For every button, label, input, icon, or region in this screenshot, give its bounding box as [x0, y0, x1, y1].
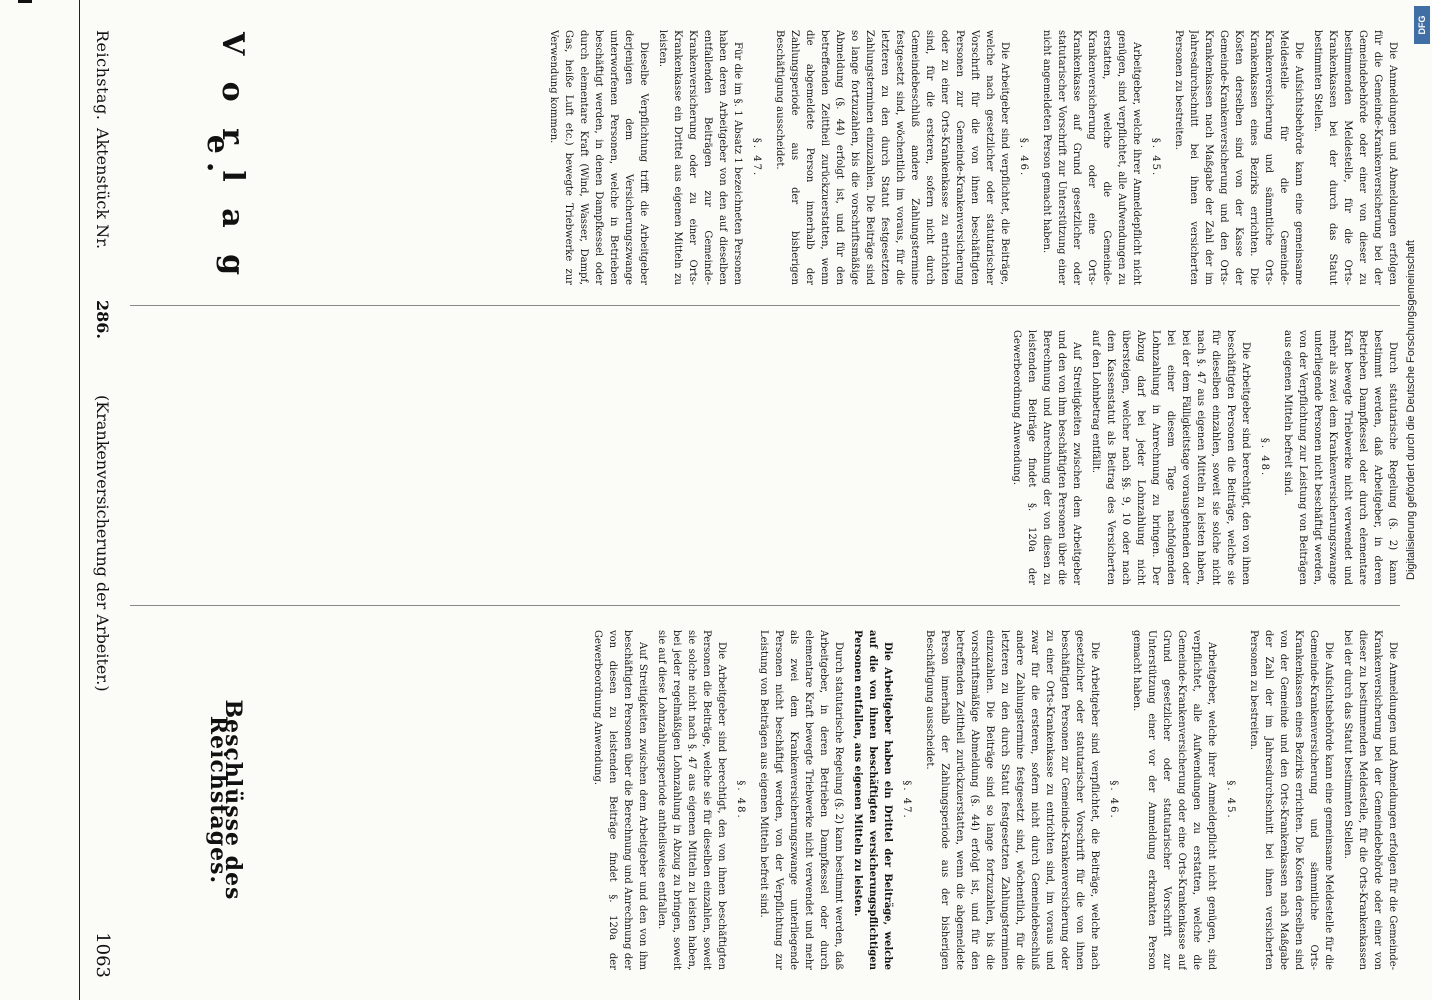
column-divider [130, 305, 1400, 306]
vorlage-section-46: §. 46. [1018, 137, 1029, 178]
vorlage-column-1 [120, 30, 1400, 285]
beschluesse-section-45: §. 45. [1225, 780, 1236, 820]
beschluesse-paragraph: Die Arbeitgeber haben ein Drittel der Beiträge, welche auf die von ihnen beschäftigten versicherungspflichtigen Personen entfallen, aus eigenen Mitteln zu leisten. [852, 630, 893, 970]
beschluesse-column [120, 630, 1400, 970]
vorlage-paragraph: Die Arbeitgeber sind berechtigt, den von ihnen beschäftigten Personen die Beiträge, welche sie für dieselben einzahlen, soweit sie solche nicht nach §. 47 aus eigenen Mitteln zu leisten haben, bei der dem Fälligkeitstage vorausgehenden oder bei einer diesem Tage nachfolgenden Lohnzahlung in Anrechnung zu bringen. Der Abzug darf bei jeder Lohnzahlung nicht übersteigen, welcher nach §§. 9, 10 oder nach dem Kassenstatut als Beitrag des Versicherten auf den Lohnbetrag entfällt. [1090, 330, 1251, 585]
vorlage-section-45: §. 45. [1150, 137, 1161, 178]
beschluesse-paragraph: Die Aufsichtsbehörde kann eine gemeinsame Meldestelle für die Gemeinde-Krankenversicherung und sämmtliche Orts-Krankenkassen eines Bezirks errichten. Die Kosten derselben sind von der Gemeinde und den Orts-Krankenkassen nach Maßgabe der Zahl der im Jahresdurchschnitt bei ihnen versicherten Personen zu bestreiten. [1248, 630, 1334, 970]
vorlage-paragraph: Durch statutarische Regelung (§. 2) kann bestimmt werden, daß Arbeitgeber, in deren Betrieben Dampfkessel oder durch elementare Kraft bewegte Triebwerke nicht verwendet und mehr als zwei dem Krankenversicherungszwange unterliegende Personen nicht beschäftigt werden, von der Verpflichtung zur Leistung von Beiträgen aus eigenen Mitteln befreit sind. [1282, 330, 1398, 585]
beschluesse-paragraph: Die Arbeitgeber sind berechtigt, den von ihnen beschäftigten Personen die Beiträge, welche sie für dieselben einzahlen, soweit sie solche nicht nach §. 47 aus eigenen Mitteln zu leisten haben, bei jeder regelmäßigen Lohnzahlung in Abzug zu bringen, soweit sie auf diese Lohnzahlungsperiode antheilsweise entfallen. [656, 630, 727, 970]
beschluesse-title: Beschlüsse des Reichstages. [205, 699, 246, 901]
beschluesse-paragraph: Durch statutarische Regelung (§. 2) kann bestimmt werden, daß Arbeitgeber, in deren Betrieben Dampfkessel oder durch elementare Kraft bewegte Triebwerke nicht verwendet und mehr als zwei dem Krankenversicherungszwange unterliegende Personen nicht beschäftigt werden, von der Verpflichtung zur Leistung von Beiträgen aus eigenen Mitteln befreit sind. [758, 630, 844, 970]
beschluesse-paragraph: Die Anmeldungen und Abmeldungen erfolgen für die Gemeinde-Krankenversicherung bei der Gemeindebehörde oder einer von dieser zu bestimmenden Meldestelle, für die Orts-Krankenkassen bei der durch das Statut bestimmten Stellen. [1342, 630, 1398, 970]
beschluesse-section-47: §. 47. [901, 780, 912, 820]
header-title: (Krankenversicherung der Arbeiter.) [93, 395, 112, 692]
beschluesse-paragraph: Arbeitgeber, welche ihrer Anmeldepflicht nicht genügen, sind verpflichtet, alle Aufwendungen zu erstatten, welche die Gemeinde-Krankenversicherung oder eine Orts-Krankenkasse auf Grund gesetzlicher oder statutarischer Vorschrift zur Unterstützung einer vor der Anmeldung erkrankten Person gemacht haben. [1131, 630, 1217, 970]
dfg-logo-text: DFG [1417, 15, 1427, 35]
beschluesse-section-46: §. 46. [1108, 780, 1119, 820]
header-document-number: 286. [93, 300, 112, 339]
digitization-credit [1405, 20, 1427, 580]
beschluesse-paragraph: Auf Streitigkeiten zwischen dem Arbeitgeber und den von ihm beschäftigten Personen über die Berechnung und Anrechnung der von diesen zu leistenden Beiträge findet §. 120a der Gewerbeordnung Anwendung. [592, 630, 648, 970]
vorlage-paragraph: Auf Streitigkeiten zwischen dem Arbeitgeber und den von ihm beschäftigten Personen über die Berechnung und Anrechnung der von diesen zu leistenden Beiträge findet §. 120a der Gewerbeordnung Anwendung. [1011, 330, 1082, 585]
digitization-credit-text: Digitalisierung gefördert durch die Deutsche Forschungsgemeinschaft [1405, 240, 1417, 580]
header-page-number: 1063 [92, 932, 113, 978]
vorlage-paragraph: Dieselbe Verpflichtung trifft die Arbeitgeber derjenigen dem Versicherungszwange unterworfenen Personen, welche in Betrieben beschäftigt werden, in denen Dampfkessel oder durch elementare Kraft (Wind, Wasser, Dampf, Gas, heiße Luft etc.) bewegte Triebwerke zur Verwendung kommen. [548, 30, 649, 285]
vorlage-section-47: §. 47. [751, 137, 762, 178]
vorlage-title: V o r l a g e. [200, 31, 250, 284]
vorlage-paragraph: Die Aufsichtsbehörde kann eine gemeinsame Meldestelle für die Gemeinde-Krankenversicherung und sämmtliche Orts-Krankenkassen eines Bezirks errichten. Die Kosten derselben sind von der Kasse der Gemeinde-Krankenversicherung und den Orts-Krankenkassen nach Maßgabe der Zahl der im Jahresdurchschnitt bei ihnen versicherten Personen zu bestreiten. [1173, 30, 1304, 285]
page-header [79, 0, 113, 1000]
beschluesse-paragraph: Die Arbeitgeber sind verpflichtet, die Beiträge, welche nach gesetzlicher oder statutarischer Vorschrift für die von ihnen beschäftigten Personen zur Gemeinde-Krankenversicherung oder zu einer Orts-Krankenkasse zu entrichten sind, im voraus und zwar für die ersteren, sofern nicht durch Gemeindebeschluß andere Zahlungstermine festgesetzt sind, wöchentlich, für die letzteren zu den durch Statut festgesetzten Zahlungsterminen einzuzahlen. Die Beiträge sind so lange fortzuzahlen, bis die vorschriftsmäßige Abmeldung (§. 44) erfolgt ist, und für den betreffenden Zeittheil zurückzuerstatten, wenn die abgemeldete Person innerhalb der Zahlungsperiode aus der bisherigen Beschäftigung ausscheidet. [924, 630, 1100, 970]
dfg-logo [1414, 6, 1430, 44]
vorlage-section-48: §. 48. [1259, 437, 1270, 478]
header-aktenstueck: Aktenstück Nr. [93, 128, 112, 250]
beschluesse-section-48: §. 48. [735, 780, 746, 820]
header-reichstag: Reichstag. [93, 30, 112, 121]
column-divider [130, 605, 1400, 606]
vorlage-paragraph: Für die im §. 1 Absatz 1 bezeichneten Personen haben deren Arbeitgeber von den auf dieselben entfallenden Beiträgen zur Gemeinde-Krankenversicherung oder zu einer Orts-Krankenkasse ein Drittel aus eigenen Mitteln zu leisten. [657, 30, 743, 285]
vorlage-paragraph: Die Anmeldungen und Abmeldungen erfolgen für die Gemeinde-Krankenversicherung bei der Gemeindebehörde oder einer von dieser zu bestimmenden Meldestelle, für die Orts-Krankenkassen bei der durch das Statut bestimmten Stellen. [1312, 30, 1398, 285]
vorlage-paragraph: Die Arbeitgeber sind verpflichtet, die Beiträge, welche nach gesetzlicher oder statutarischer Vorschrift für die von ihnen beschäftigten Personen zur Gemeinde-Krankenversicherung oder zu einer Orts-Krankenkasse zu entrichten sind, für die ersteren, sofern nicht durch Gemeindebeschluß andere Zahlungstermine festgesetzt sind, wöchentlich im voraus, für die letzteren zu den durch Statut festgesetzten Zahlungsterminen einzuzahlen. Die Beiträge sind so lange fortzuzahlen, bis die vorschriftsmäßige Abmeldung (§. 44) erfolgt ist, und für den betreffenden Zeittheil zurückzuerstatten, wenn die abgemeldete Person innerhalb der Zahlungsperiode aus der bisherigen Beschäftigung ausscheidet. [774, 30, 1010, 285]
vorlage-paragraph: Arbeitgeber, welche ihrer Anmeldepflicht nicht genügen, sind verpflichtet, alle Aufwendungen zu erstatten, welche die Gemeinde-Krankenversicherung oder eine Orts-Krankenkasse auf Grund gesetzlicher oder statutarischer Vorschrift zur Unterstützung einer nicht angemeldeten Person gemacht haben. [1041, 30, 1142, 285]
vorlage-column-2 [120, 330, 1400, 585]
